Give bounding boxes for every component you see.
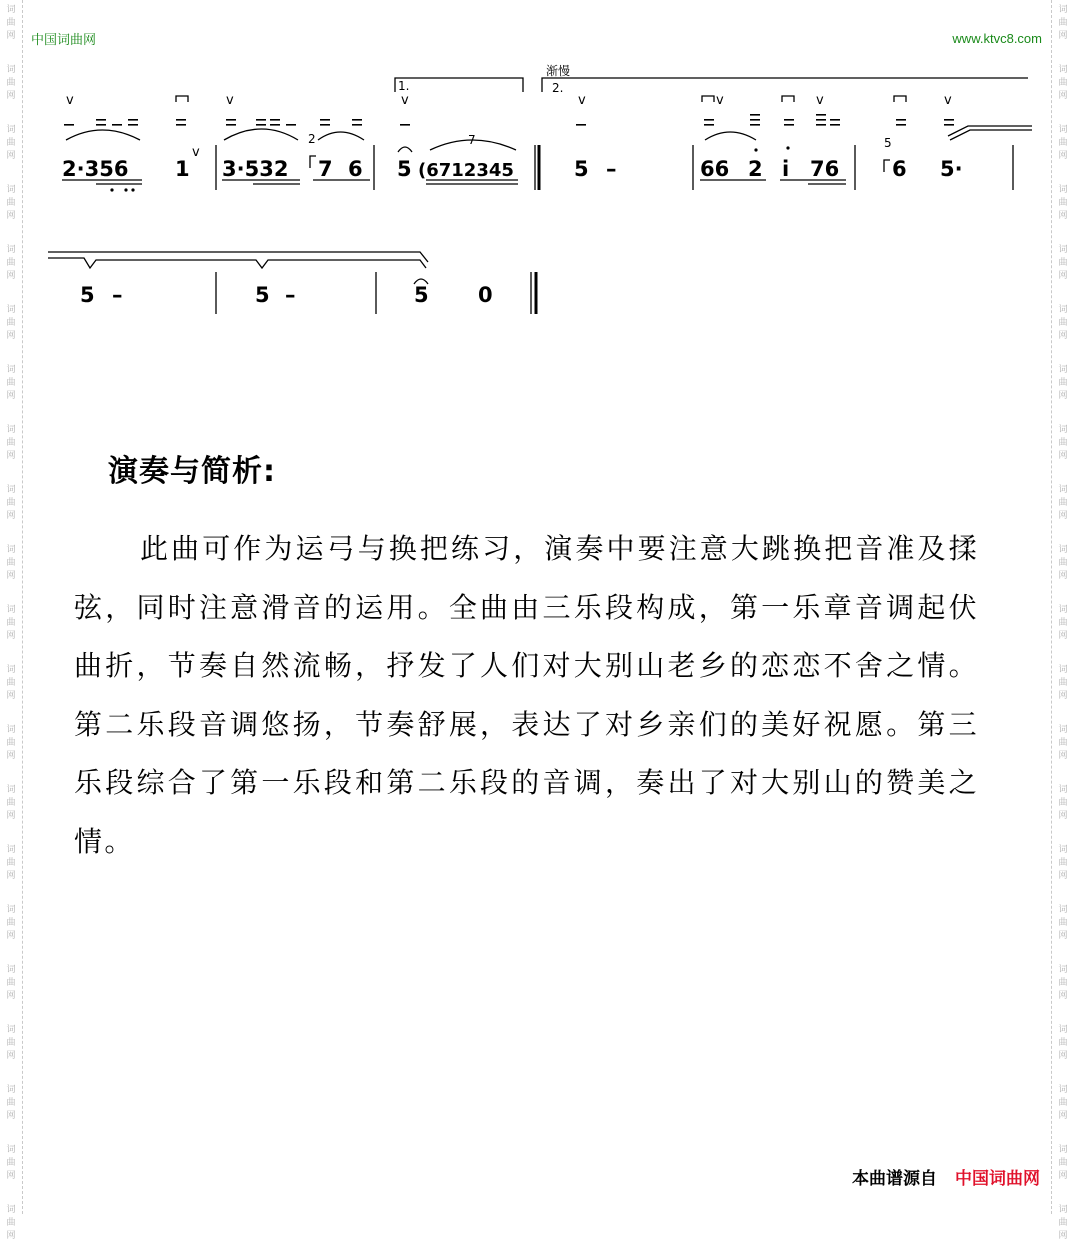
watermark-text: 词 曲 网 [6, 245, 16, 281]
note: i [782, 157, 790, 181]
watermark-text: 词 曲 网 [1058, 125, 1068, 161]
watermark-text: 词 曲 网 [6, 665, 16, 701]
note-group: 2·356 [62, 157, 129, 181]
grace-note-2: 2 [308, 132, 316, 146]
watermark-text: 词 曲 网 [1058, 185, 1068, 221]
watermark-text: 词 曲 网 [6, 1025, 16, 1061]
watermark-text: 词 曲 网 [6, 1145, 16, 1181]
grace-note-5: 5 [884, 136, 892, 150]
watermark-text: 词 曲 网 [1058, 725, 1068, 761]
tempo-mark: 渐慢 [546, 64, 571, 78]
watermark-text: 词 曲 网 [1058, 905, 1068, 941]
dash: – [112, 283, 123, 307]
watermark-text: 词 曲 网 [1058, 1205, 1068, 1241]
watermark-text: 词 曲 网 [1058, 305, 1068, 341]
watermark-text: 词 曲 网 [1058, 245, 1068, 281]
note: 5 [255, 283, 270, 307]
watermark-text: 词 曲 网 [6, 965, 16, 1001]
volta-1-label: 1. [398, 79, 410, 93]
watermark-text: 词 曲 网 [6, 605, 16, 641]
source-label: 本曲谱源自 [852, 1169, 937, 1189]
watermark-text: 词 曲 网 [6, 305, 16, 341]
watermark-text: 词 曲 网 [6, 65, 16, 101]
note: 2 [748, 157, 763, 181]
analysis-paragraph: 此曲可作为运弓与换把练习，演奏中要注意大跳换把音准及揉弦，同时注意滑音的运用。全曲由三乐段构成，第一乐章音调起伏曲折，节奏自然流畅，抒发了人们对大别山老乡的恋恋不舍之情。第二乐段音调悠扬，节奏舒展，表达了对乡亲们的美好祝愿。第三乐段综合了第一乐段和第二乐段的音调，奏出了对大别山的赞美之情。 [74, 532, 979, 858]
note: 5· [940, 157, 963, 181]
watermark-text: 词 曲 网 [6, 845, 16, 881]
svg-text:v: v [226, 93, 234, 108]
watermark-text: 词 曲 网 [6, 725, 16, 761]
source-footer [852, 1164, 1040, 1189]
watermark-text: 词 曲 网 [1058, 965, 1068, 1001]
note: 5 [414, 283, 429, 307]
svg-text:v: v [192, 145, 200, 160]
rest: 0 [478, 283, 493, 307]
watermark-text: 词 曲 网 [6, 5, 16, 41]
note: 7 [318, 157, 333, 181]
note: 5 [574, 157, 589, 181]
note: 6 [892, 157, 907, 181]
watermark-text: 词 曲 网 [1058, 425, 1068, 461]
analysis-heading: 演奏与简析: [108, 454, 276, 489]
volta-2-label: 2. [552, 81, 564, 95]
watermark-text: 词 曲 网 [1058, 545, 1068, 581]
note-group: 66 [700, 157, 730, 181]
watermark-text: 词 曲 网 [6, 365, 16, 401]
watermark-text: 词 曲 网 [1058, 605, 1068, 641]
svg-text:v: v [716, 93, 724, 108]
note: 1 [175, 157, 190, 181]
tuplet-7: 7 [468, 133, 476, 147]
watermark-text: 词 曲 网 [6, 125, 16, 161]
watermark-text: 词 曲 网 [6, 905, 16, 941]
watermark-text: 词 曲 网 [1058, 1025, 1068, 1061]
footer-brand-link[interactable]: 中国词曲网 [955, 1169, 1040, 1189]
note: 6 [348, 157, 363, 181]
watermark-text: 词 曲 网 [6, 1085, 16, 1121]
svg-text:v: v [816, 93, 824, 108]
watermark-text: 词 曲 网 [1058, 785, 1068, 821]
watermark-text: 词 曲 网 [1058, 5, 1068, 41]
svg-text:v: v [578, 93, 586, 108]
svg-text:v: v [66, 93, 74, 108]
watermark-text: 词 曲 网 [1058, 665, 1068, 701]
numbered-notation-score [0, 0, 1074, 340]
watermark-text: 词 曲 网 [6, 545, 16, 581]
watermark-text: 词 曲 网 [1058, 1085, 1068, 1121]
note: 5 [80, 283, 95, 307]
note-group: (6712345 [418, 160, 514, 181]
note-group: 3·532 [222, 157, 289, 181]
watermark-text: 词 曲 网 [6, 785, 16, 821]
watermark-text: 词 曲 网 [6, 185, 16, 221]
watermark-text: 词 曲 网 [1058, 485, 1068, 521]
dash: – [285, 283, 296, 307]
watermark-text: 词 曲 网 [1058, 845, 1068, 881]
watermark-text: 词 曲 网 [1058, 1145, 1068, 1181]
note: 5 [397, 157, 412, 181]
watermark-text: 词 曲 网 [1058, 365, 1068, 401]
watermark-text: 词 曲 网 [6, 485, 16, 521]
watermark-text: 词 曲 网 [1058, 65, 1068, 101]
site-name[interactable]: 中国词曲网 [31, 33, 97, 48]
site-url[interactable]: www.ktvc8.com [952, 31, 1042, 46]
watermark-text: 词 曲 网 [6, 425, 16, 461]
svg-text:v: v [401, 93, 409, 108]
note-group: 76 [810, 157, 840, 181]
dash: – [606, 157, 617, 181]
svg-text:v: v [944, 93, 952, 108]
watermark-text: 词 曲 网 [6, 1205, 16, 1241]
